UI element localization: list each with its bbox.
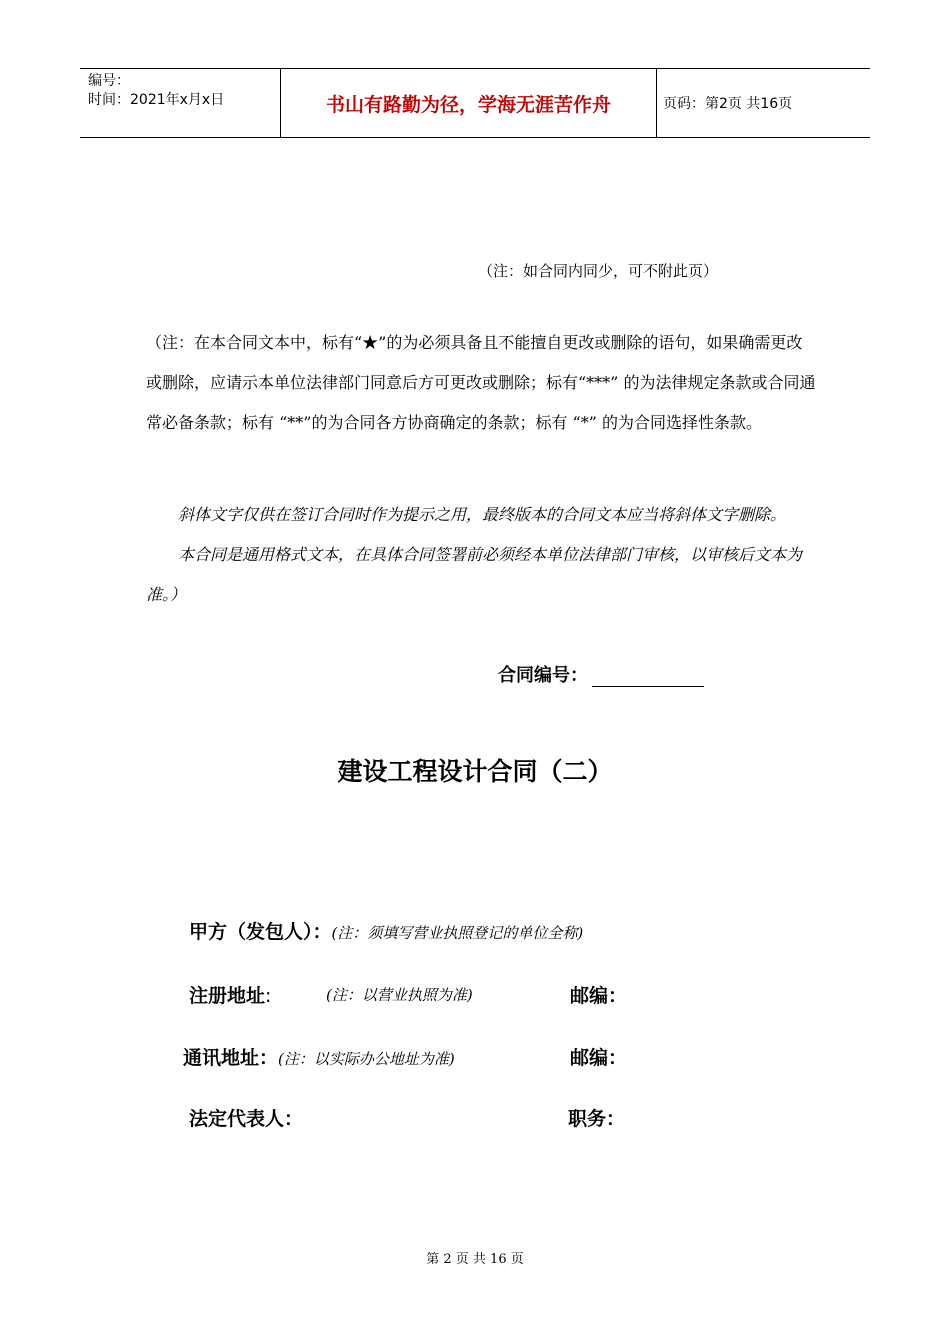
attach-note: （注：如合同内同少，可不附此页）	[478, 262, 719, 280]
note-paragraph	[146, 323, 816, 443]
postcode-label-1: 邮编：	[570, 985, 628, 1007]
italic-notes	[146, 495, 816, 615]
comm-address-hint: (注：以实际办公地址为准)	[278, 1050, 455, 1068]
comm-address-label: 通讯地址：	[183, 1047, 279, 1069]
page-footer: 第 2 页 共 16 页	[426, 1252, 524, 1267]
comm-address-field	[183, 1043, 455, 1070]
contract-number	[498, 661, 704, 687]
party-a-hint: (注：须填写营业执照登记的单位全称)	[331, 924, 584, 942]
postcode-label-2: 邮编：	[570, 1047, 628, 1069]
reg-address-label: 注册地址	[189, 985, 266, 1007]
reg-address-colon: :	[265, 985, 272, 1007]
contract-number-label: 合同编号：	[498, 665, 588, 686]
header-number: 编号：	[88, 73, 130, 89]
italic-note-1: 斜体文字仅供在签订合同时作为提示之用，最终版本的合同文本应当将斜体文字删除。	[178, 505, 787, 524]
legal-rep-label: 法定代表人：	[189, 1108, 304, 1130]
header-motto: 书山有路勤为径，学海无涯苦作舟	[281, 69, 657, 137]
document-title: 建设工程设计合同（二）	[337, 757, 613, 786]
header-time: 时间：2021年x月x日	[88, 92, 225, 108]
header-page-info: 页码：第2页 共16页	[663, 96, 793, 112]
contract-number-blank[interactable]	[592, 664, 704, 687]
party-a-field	[189, 917, 583, 944]
note-paragraph-text: （注：在本合同文本中，标有“★”的为必须具备且不能擅自更改或删除的语句，如果确需更改或删除，应请示本单位法律部门同意后方可更改或删除；标有“***” 的为法律规定条款或合同通常必备条款；标有 “**”的为合同各方协商确定的条款；标有 “*” 的为合同选择性条款。	[146, 333, 816, 432]
position-label: 职务：	[568, 1108, 626, 1130]
reg-address-hint: (注：以营业执照为准)	[326, 986, 473, 1004]
header-meta	[80, 69, 281, 137]
italic-note-2: 本合同是通用格式文本，在具体合同签署前必须经本单位法律部门审核，以审核后文本为准。）	[146, 545, 803, 604]
party-a-label: 甲方（发包人）：	[189, 921, 332, 943]
reg-address-field	[189, 981, 271, 1008]
page-header	[80, 68, 870, 138]
